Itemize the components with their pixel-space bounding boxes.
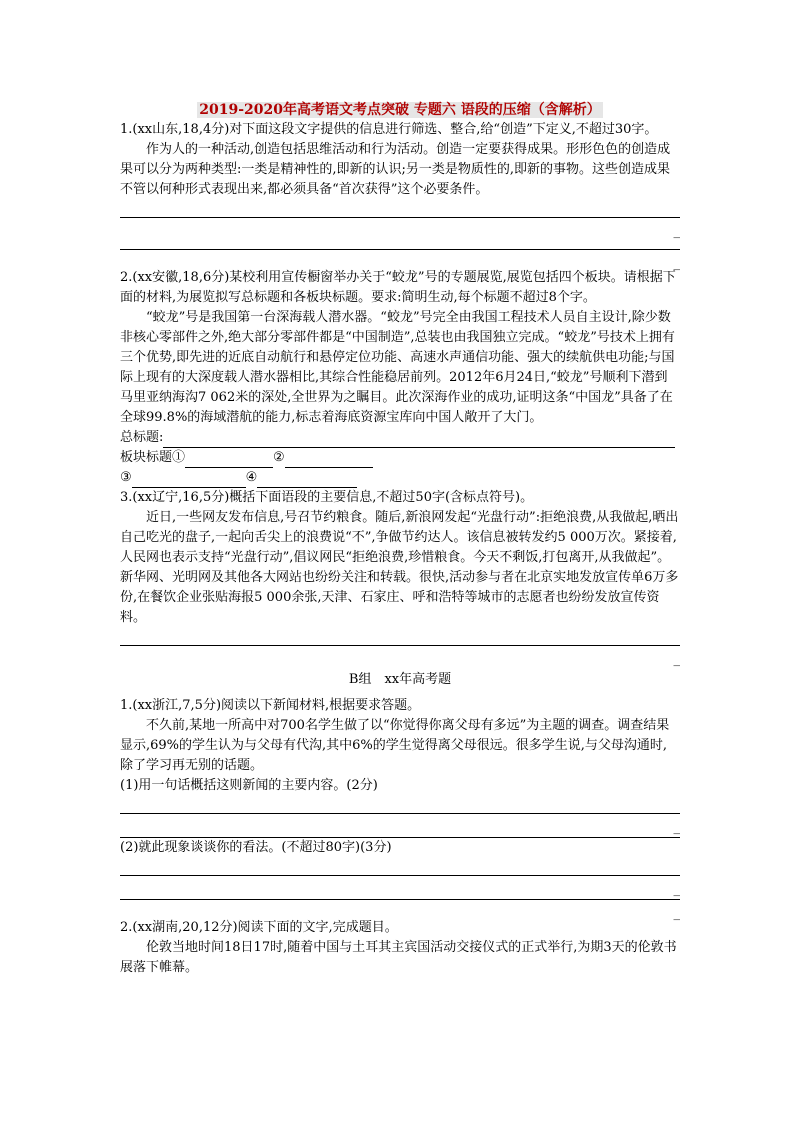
q1-prompt: 1.(xx山东,18,4分)对下面这段文字提供的信息进行筛选、整合,给“创造”下定义,不超过30字。 (120, 122, 658, 137)
answer-line[interactable] (120, 796, 680, 814)
b2-text: 伦敦当地时间18日17时,随着中国与土耳其主宾国活动交接仪式的正式举行,为期3天的伦敦书展落下帷幕。 (120, 940, 677, 975)
dash-mark: _ (673, 906, 680, 921)
dash-mark: _ (673, 820, 680, 835)
total-title-blank[interactable] (163, 433, 675, 448)
answer-line[interactable] (120, 250, 680, 271)
block-title-label: 板块标题① (120, 450, 186, 465)
block-title-blank-1[interactable] (185, 453, 273, 468)
dash-mark: _ (673, 224, 680, 239)
answer-line[interactable] (120, 236, 680, 250)
q1-text: 作为人的一种活动,创造包括思维活动和行为活动。创造一定要获得成果。形形色色的创造成果可以分为两种类型:一类是精神性的,即新的认识;另一类是物质性的,即新的事物。这些创造成果不管以何种形式表现出来,都必须具备“首次获得”这个必要条件。 (120, 142, 671, 197)
answer-line[interactable] (120, 876, 680, 897)
mark-3: ③ (120, 470, 132, 485)
q2-block-row-2 (120, 468, 680, 488)
q3-text: 近日,一些网友发布信息,号召节约粮食。随后,新浪网发起“光盘行动”:拒绝浪费,从我做起,晒出自己吃光的盘子,一起向舌尖上的浪费说“不”,争做节约达人。该信息被转发约5 000万次。紧接着,人民网也表示支持“光盘行动”,倡议网民“拒绝浪费,珍惜粮食。今天不剩饭,打包离开,从我做起”。新华网、光明网及其他各大网站也纷纷关注和转载。很快,活动参与者在北京实地发放宣传单6万多份,在餐饮企业张贴海报5 000余张,天津、石家庄、呼和浩特等城市的志愿者也纷纷发放宣传资料。 (120, 510, 679, 625)
q2-block-row-1 (120, 448, 680, 468)
mark-4: ④ (245, 470, 258, 485)
b1-sub2: (2)就此现象谈谈你的看法。(不超过80字)(3分) (120, 840, 392, 855)
b1-text: 不久前,某地一所高中对700名学生做了以“你觉得你离父母有多远”为主题的调查。调查结果显示,69%的学生认为与父母有代沟,其中6%的学生觉得离父母很远。很多学生说,与父母沟通时,除了学习再无别的话题。 (120, 718, 670, 773)
block-title-blank-2[interactable] (285, 453, 373, 468)
document-page (120, 100, 680, 978)
total-title-label: 总标题: (120, 430, 164, 445)
q2-prompt: 2.(xx安徽,18,6分)某校利用宣传橱窗举办关于“蛟龙”号的专题展览,展览包括四个板块。请根据下面的材料,为展览拟写总标题和各板块标题。要求:简明生动,每个标题不超过8个字。 (120, 270, 676, 305)
answer-line[interactable] (120, 832, 680, 838)
q2-total-title-row (120, 428, 680, 448)
answer-line[interactable] (120, 814, 680, 835)
block-title-blank-4[interactable] (257, 473, 357, 488)
answer-line[interactable] (120, 646, 680, 667)
dash-mark: _ (673, 882, 680, 897)
q3-prompt: 3.(xx辽宁,16,5分)概括下面语段的主要信息,不超过50字(含标点符号)。 (120, 490, 534, 505)
block-title-blank-3[interactable] (132, 473, 246, 488)
dash-mark: _ (673, 652, 680, 667)
b1-prompt: 1.(xx浙江,7,5分)阅读以下新闻材料,根据要求答题。 (120, 698, 421, 713)
answer-line[interactable] (120, 200, 680, 218)
b2-prompt: 2.(xx湖南,20,12分)阅读下面的文字,完成题目。 (120, 920, 398, 935)
answer-line[interactable] (120, 858, 680, 876)
answer-line[interactable] (120, 900, 680, 921)
b1-sub1: (1)用一句话概括这则新闻的主要内容。(2分) (120, 778, 378, 793)
mark-2: ② (273, 450, 285, 465)
answer-line[interactable] (120, 218, 680, 239)
page-title: 2019-2020年高考语文考点突破 专题六 语段的压缩（含解析） (199, 102, 601, 118)
section-b-heading: B组 xx年高考题 (348, 672, 452, 687)
q2-text: “蛟龙”号是我国第一台深海载人潜水器。“蛟龙”号完全由我国工程技术人员自主设计,除少数非核心零部件之外,绝大部分零部件都是“中国制造”,总装也由我国独立完成。“蛟龙”号技术上拥有三个优势,即先进的近底自动航行和悬停定位功能、高速水声通信功能、强大的续航供电功能;与国际上现有的大深度载人潜水器相比,其综合性能稳居前列。2012年6月24日,“蛟龙”号顺利下潜到马里亚纳海沟7 062米的深处,全世界为之瞩目。此次深海作业的成功,证明这条“中国龙”具备了在全球99.8%的海域潜航的能力,标志着海底资源宝库向中国人敞开了大门。 (120, 310, 675, 425)
answer-line[interactable] (120, 628, 680, 646)
dash-mark: _ (673, 256, 680, 271)
